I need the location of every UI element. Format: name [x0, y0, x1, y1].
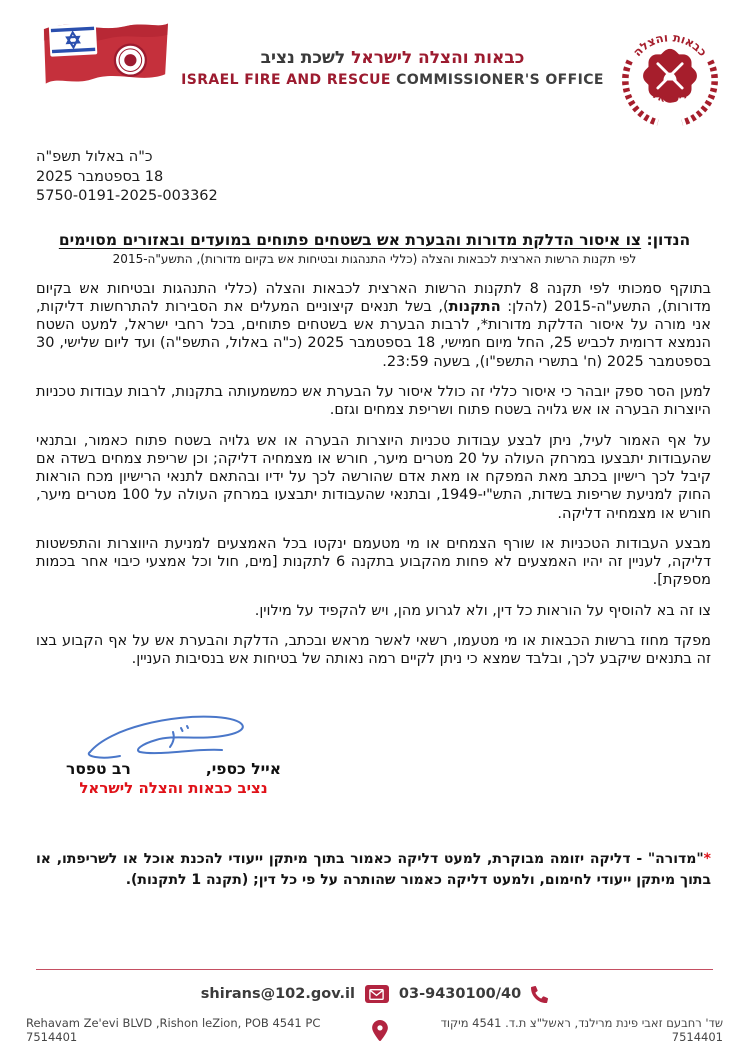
- page-footer: [0, 969, 749, 1060]
- address-hebrew: שד' רחבעם זאבי פינת מרילנד, ראשל"צ ת.ד. 4541 מיקוד 7514401: [440, 1016, 723, 1044]
- signatory-name: אייל כספי,: [205, 760, 281, 779]
- subject-block: [0, 231, 749, 266]
- footer-contact-row: [26, 985, 723, 1003]
- subject-line: [0, 231, 749, 249]
- date-block: [36, 148, 218, 207]
- subject-subtitle: לפי תקנות הרשות הארצית לכבאות והצלה (כללי התנהגות ובטיחות אש בקיום מדורות), התשע"ה-2015: [112, 251, 637, 266]
- handwritten-signature: [76, 708, 271, 766]
- paragraph-2: למען הסר ספק יובהר כי איסור כללי זה כולל איסור על הבערת אש כמשמעותה בתקנות, לרבות עבודות טכניות היוצרות הבערה או אש גלויה בשטח פתוח ושריפת צמחים וגזם.: [36, 384, 711, 419]
- footer-address-row: [26, 1016, 723, 1044]
- envelope-icon: [365, 985, 389, 1003]
- paragraph-6: מפקד מחוז ברשות הכבאות או מי מטעמו, רשאי לאשר מראש ובכתב, הדלקת והבערת אש על אף הקבוע בצו זה בתנאים שיקבע לכך, ובלבד שמצא כי ניתן לקיים רמה נאותה של בטיחות אש בנסיבות העניין.: [36, 632, 711, 668]
- location-pin-icon: [372, 1020, 388, 1041]
- footnote-asterisk: *: [703, 851, 711, 868]
- org-title-english-brand: ISRAEL FIRE AND RESCUE: [181, 72, 391, 88]
- org-title-english: [176, 72, 609, 88]
- fire-rescue-flag-logo: [34, 16, 176, 110]
- contact-email: shirans@102.gov.il: [200, 986, 355, 1002]
- footnote: [36, 849, 711, 890]
- address-english: Rehavam Ze'evi BLVD ,Rishon leZion, POB 4541 PC 7514401: [26, 1016, 321, 1044]
- signatory-rank: רב טפסר: [66, 760, 131, 779]
- phone-icon: [531, 986, 548, 1003]
- paragraph-5: צו זה בא להוסיף על הוראות כל דין, ולא לגרוע מהן, ויש להקפיד על מילוין.: [254, 602, 711, 619]
- paragraph-1-start: בתוקף סמכותי לפי תקנה 8 לתקנות הרשות הארצית לכבאות והצלה (כללי התנהגות ובטיחות אש בקיום מדורות), התשע"ה-2015 (להלן:: [36, 280, 712, 315]
- footnote-text: "מדורה" - דליקה יזומה מבוקרת, למעט דליקה כאמור בתוך מיתקן ייעודי להכנת אוכל או לשריפתו, או בתוך מיתקן ייעודי לחימום, ולמעט דליקה כאמור שהותרה על פי כל דין; (תקנה 1 לתקנות).: [36, 851, 711, 888]
- subject-title: צו איסור הדלקת מדורות והבערת אש בשטחים פתוחים במועדים ובאזורים מסוימים: [58, 230, 642, 249]
- org-title-hebrew: [176, 48, 609, 68]
- paragraph-1-bold-term: התקנות: [448, 298, 501, 315]
- paragraph-4: מבצע העבודות הטכניות או שורף הצמחים או מי מטעמם ינקטו בכל האמצעים למניעת היווצרות והתפשטות דליקה, לעניין זה יהיו האמצעים לא פחות מהקבוע בתקנה 6 לתקנות [מים, חול וכל אמצעי כיבוי אחר בכמות מספקת].: [36, 535, 711, 589]
- org-title-hebrew-brand: כבאות והצלה לישראל: [351, 48, 525, 68]
- signature-block: [66, 708, 281, 797]
- contact-phone: 03-9430100/40: [398, 986, 522, 1002]
- org-title-english-office: COMMISSIONER'S OFFICE: [396, 72, 604, 88]
- flag-icon: [34, 16, 176, 110]
- letter-body: [36, 280, 711, 669]
- gregorian-date: 18 בספטמבר 2025: [36, 168, 164, 185]
- subject-label: הנדון:: [646, 230, 691, 249]
- letterhead: [0, 0, 749, 132]
- org-title-hebrew-office: לשכת נציב: [260, 48, 346, 68]
- emblem-bottom-text: לישראל: [649, 87, 691, 106]
- fire-rescue-emblem: [609, 16, 731, 132]
- paragraph-1-end: ), בשל תנאים קיצוניים המעלים את הסבירות להתרחשות דליקות, אני מורה על איסור הדלקת מדורות*, לרבות הבערת אש בשטחים פתוחים, בכל רחבי ישראל, למעט השטח הנמצא דרומית לכביש 25, החל מיום חמישי, 18 בספטמבר 2025 (כ"ה באלול, התשפ"ה) ועד ליום שלישי, 30 בספטמבר 2025 (ח' בתשרי התשפ"ו), בשעה 23:59.: [36, 298, 711, 370]
- org-titles: [176, 48, 609, 88]
- reference-number: 5750-0191-2025-003362: [36, 188, 218, 205]
- paragraph-1: [36, 280, 711, 371]
- footer-divider: [36, 969, 713, 970]
- hebrew-date: כ"ה באלול תשפ"ה: [36, 149, 153, 165]
- emblem-top-text: כבאות והצלה: [630, 30, 710, 60]
- emblem-icon: [609, 16, 731, 132]
- paragraph-3: על אף האמור לעיל, ניתן לבצע עבודות טכניות היוצרות הבערה או אש גלויה בשטח פתוח כאמור, ובתנאי שהעבודות יתבצעו במרחק העולה על 20 מטרים מיער, חורש או מצמחיה דליקה; וכן שריפת צמחים בשדה אם קיבל לכך רישיון בכתב מאת המפקח או מאת אדם שהורשה לכך על ידיו ובהתאם לתנאי הרישיון מכח הוראות החוק למניעת שריפות בשדות, התש"י-1949, ובתנאי שהעבודות יתבצעו במרחק העולה על 100 מטרים מיער, חורש או מצמחיה דליקה.: [36, 432, 712, 522]
- signatory-role: נציב כבאות והצלה לישראל: [79, 779, 268, 798]
- signatory-line: [66, 760, 281, 778]
